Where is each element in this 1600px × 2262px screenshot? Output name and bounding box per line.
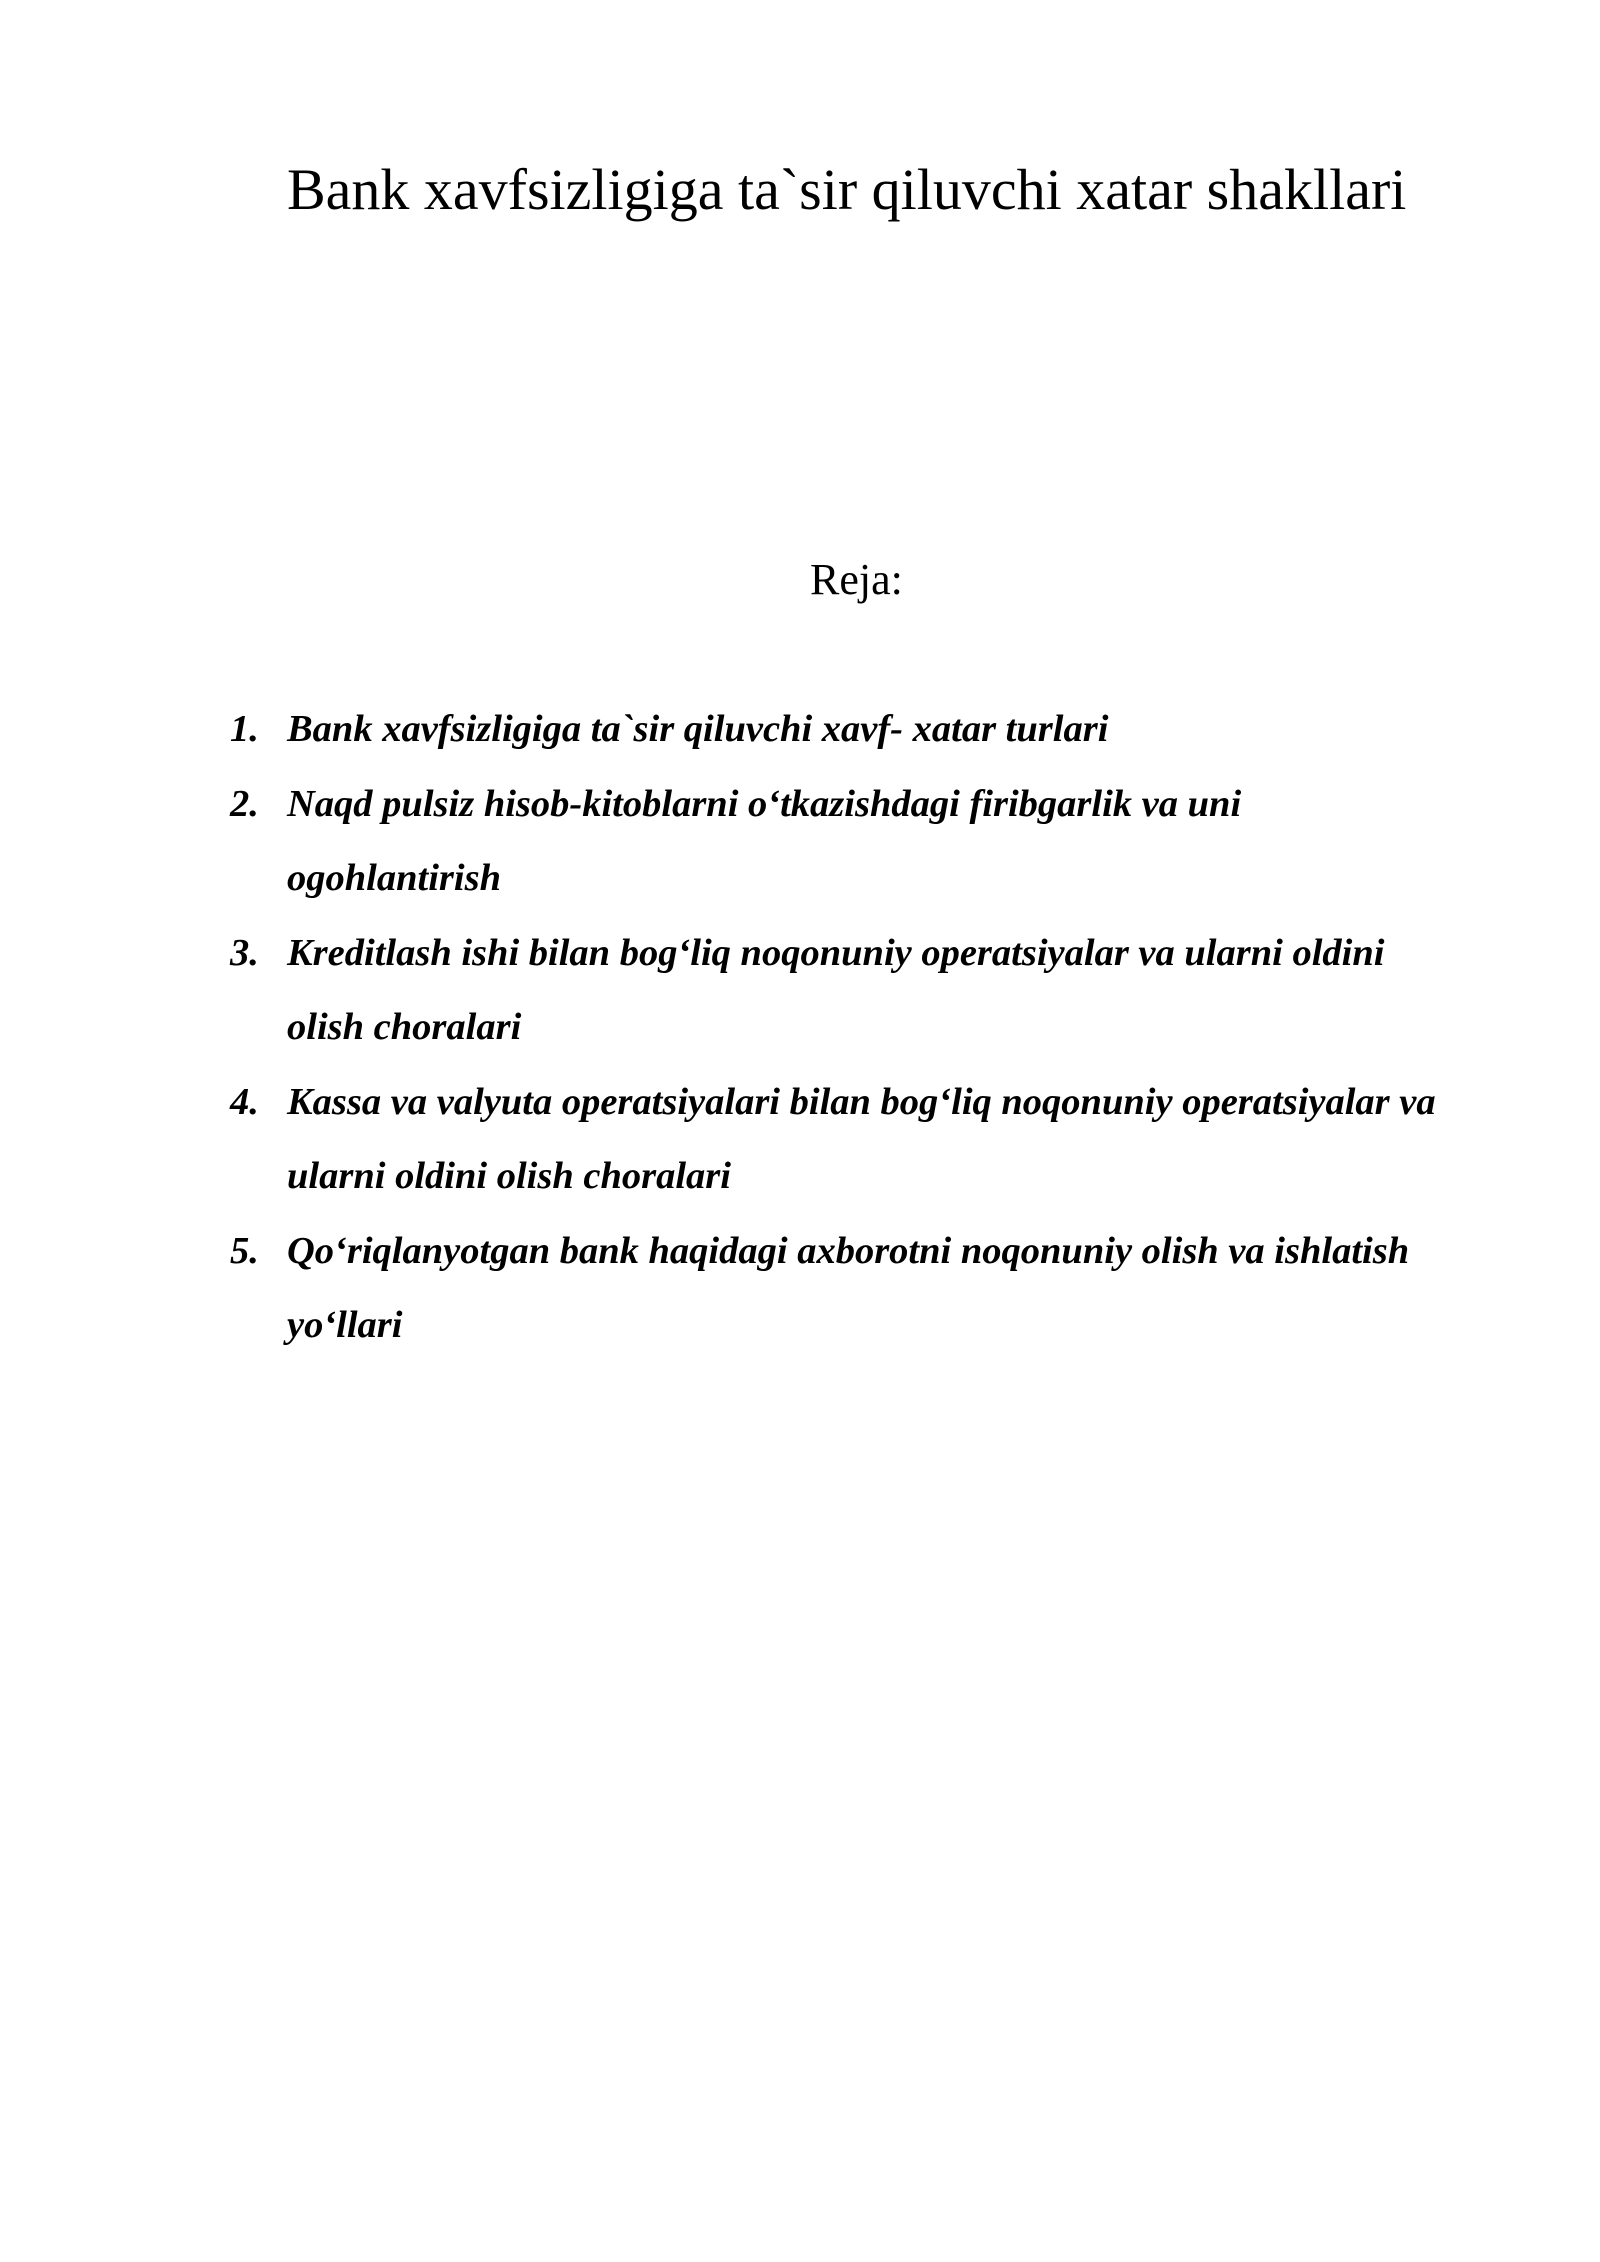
plan-item-text: Kreditlash ishi bilan bog‘liq noqonuniy operatsiyalar va ularni oldini olish choralari [287, 931, 1385, 1048]
plan-item-number: 2. [230, 782, 259, 825]
plan-item-2 [230, 767, 1460, 916]
plan-item-3 [230, 916, 1460, 1065]
plan-item-text: Qo‘riqlanyotgan bank haqidagi axborotni noqonuniy olish va ishlatish yo‘llari [287, 1229, 1410, 1346]
plan-item-1 [230, 692, 1460, 767]
plan-item-text: Kassa va valyuta operatsiyalari bilan bog‘liq noqonuniy operatsiyalar va ularni oldini olish choralari [287, 1080, 1436, 1197]
plan-item-number: 1. [230, 708, 259, 750]
plan-item-4 [230, 1065, 1460, 1214]
plan-item-text: Naqd pulsiz hisob-kitoblarni o‘tkazishdagi firibgarlik va uni ogohlantirish [287, 782, 1242, 899]
plan-item-text: Bank xavfsizligiga ta`sir qiluvchi xavf- xatar turlari [287, 708, 1109, 750]
plan-heading: Reja: [810, 555, 903, 604]
plan-item-number: 4. [230, 1080, 259, 1123]
plan-item-5 [230, 1214, 1460, 1363]
document-title: Bank xavfsizligiga ta`sir qiluvchi xatar shakllari [287, 157, 1407, 222]
plan-list [230, 692, 1460, 1363]
plan-item-number: 3. [230, 931, 259, 974]
plan-item-number: 5. [230, 1229, 259, 1272]
